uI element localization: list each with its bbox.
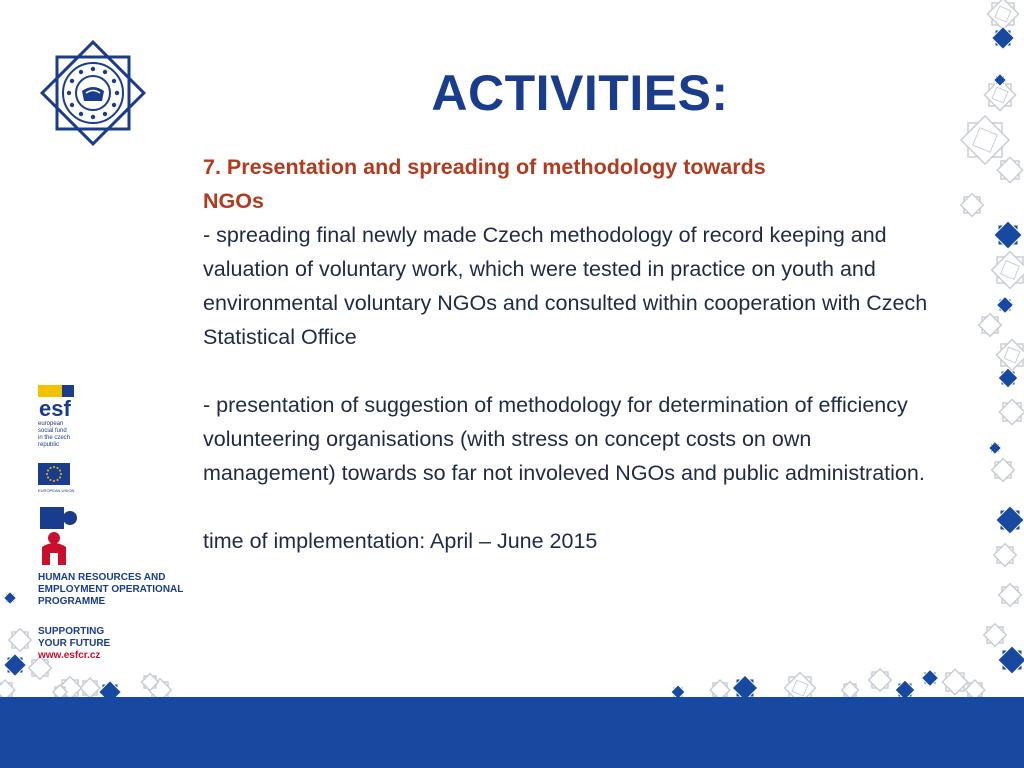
star-ornament bbox=[989, 442, 1002, 455]
star-ornament bbox=[994, 74, 1007, 87]
star-ornament bbox=[992, 459, 1015, 482]
star-ornament bbox=[999, 399, 1024, 424]
esf-subtitle-line: in the czech bbox=[38, 435, 71, 441]
esf-logo bbox=[38, 385, 82, 419]
supporting-your-future bbox=[38, 626, 138, 662]
paragraph-gap bbox=[203, 490, 933, 524]
esf-wordmark: esf bbox=[39, 396, 71, 419]
star-ornament bbox=[842, 682, 859, 699]
footer-bar bbox=[0, 697, 1024, 768]
star-ornament bbox=[994, 221, 1022, 249]
ceska-rada-deti-a-mladeze-logo bbox=[40, 40, 146, 146]
star-ornament bbox=[999, 584, 1022, 607]
star-ornament bbox=[998, 368, 1018, 388]
star-ornament bbox=[984, 624, 1007, 647]
supporting-line: SUPPORTING bbox=[38, 626, 105, 637]
star-ornament bbox=[997, 297, 1014, 314]
star-ornament bbox=[961, 194, 984, 217]
star-ornament bbox=[994, 544, 1017, 567]
section-heading-line-2: NGOs bbox=[203, 189, 264, 213]
star-ornament bbox=[869, 669, 892, 692]
star-ornament bbox=[996, 339, 1024, 370]
section-heading-line-1: 7. Presentation and spreading of methodology towards bbox=[203, 155, 766, 179]
programme-name-line: PROGRAMME bbox=[38, 596, 106, 607]
esfcr-url: www.esfcr.cz bbox=[38, 650, 101, 661]
star-ornament bbox=[922, 670, 939, 687]
slide-title: ACTIVITIES: bbox=[431, 65, 729, 121]
esf-subtitle-line: republic bbox=[38, 442, 60, 448]
slide-content bbox=[203, 150, 933, 558]
programme-name bbox=[38, 572, 188, 608]
paragraph-gap bbox=[203, 354, 933, 388]
star-ornament bbox=[4, 592, 17, 605]
programme-name-line: HUMAN RESOURCES AND bbox=[38, 572, 166, 583]
esf-subtitle bbox=[38, 421, 118, 449]
star-ornament bbox=[80, 678, 100, 698]
eu-label: EUROPEAN UNION bbox=[38, 488, 75, 493]
star-ornament bbox=[992, 252, 1024, 289]
star-ornament bbox=[142, 674, 159, 691]
star-ornament bbox=[997, 157, 1022, 182]
eu-flag-icon bbox=[38, 463, 70, 485]
puzzle-people-logo bbox=[38, 505, 83, 567]
star-ornament bbox=[998, 646, 1024, 674]
programme-name-line: EMPLOYMENT OPERATIONAL bbox=[38, 584, 184, 595]
star-ornament bbox=[4, 654, 27, 677]
star-ornament bbox=[979, 314, 1002, 337]
star-ornament bbox=[987, 0, 1018, 30]
paragraph-methodology-presentation: - presentation of suggestion of methodology for determination of efficiency volunteering organisations (with stress on concept costs on own management) towards so far not involeved NGOs and public administration. bbox=[203, 393, 925, 485]
paragraph-methodology-spreading: - spreading final newly made Czech methodology of record keeping and valuation of voluntary work, which were tested in practice on youth and environmental voluntary NGOs and consulted within cooperation with Czech Statistical Office bbox=[203, 223, 928, 349]
star-ornament bbox=[942, 669, 967, 694]
star-ornament bbox=[9, 629, 32, 652]
star-ornament bbox=[992, 27, 1015, 50]
esf-subtitle-line: social fund bbox=[38, 428, 67, 434]
star-ornament bbox=[961, 116, 1009, 164]
star-ornament bbox=[996, 506, 1024, 534]
esf-subtitle-line: european bbox=[38, 421, 64, 427]
supporting-line: YOUR FUTURE bbox=[38, 638, 111, 649]
paragraph-implementation-time: time of implementation: April – June 2015 bbox=[203, 529, 598, 553]
